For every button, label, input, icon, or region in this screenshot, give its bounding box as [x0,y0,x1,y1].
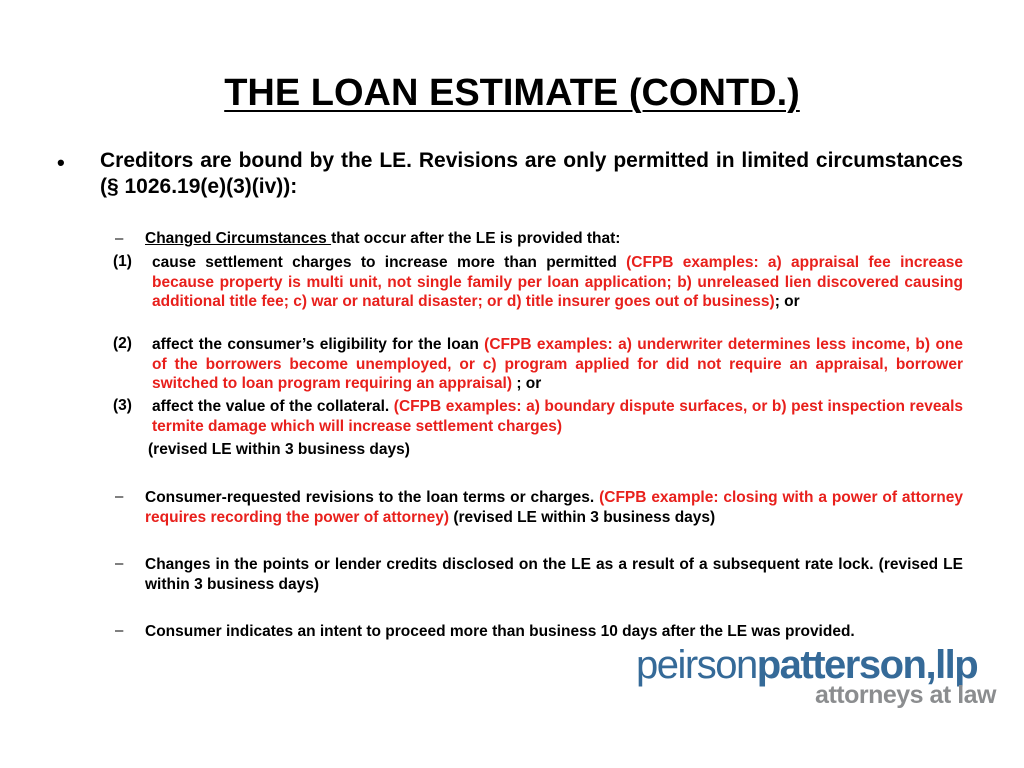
dash-intent-to-proceed: – [115,622,124,639]
slide-title [0,72,1024,115]
item-2-example: (CFPB examples: a) underwriter determines less income, b) one of the borrowers become unemployed, or c) program applied for did not require an appraisal, borrower switched to loan program requiring an appraisal) [152,336,963,392]
logo-part1: peirson [636,643,757,687]
item-3-example: (CFPB examples: a) boundary dispute surfaces, or b) pest inspection reveals termite damage which will increase settlement charges) [152,398,964,435]
consumer-requested-tail: (revised LE within 3 business days) [449,508,716,526]
item-1-text [152,253,963,312]
changed-circumstances-label: Changed Circumstances [145,230,332,247]
consumer-requested-main: Consumer-requested revisions to the loan terms or charges. [145,489,600,506]
item-2-main: affect the consumer’s eligibility for the loan [152,336,485,353]
changed-circumstances-heading [145,229,963,249]
item-1-main: cause settlement charges to increase more than permitted [152,254,627,271]
dash-points-changes: – [115,555,124,572]
logo-tagline: attorneys at law [815,681,996,709]
changed-circumstances-note: (revised LE within 3 business days) [148,441,410,458]
changed-circumstances-rest: that occur after the LE is provided that: [331,230,621,247]
bullet-symbol: • [57,150,65,175]
item-1-tail: ; or [774,293,800,310]
consumer-requested-example: (CFPB example: closing with a power of attorney requires recording the power of attorney) [145,489,963,526]
item-1-example: (CFPB examples: a) appraisal fee increase because property is multi unit, not single family per loan application; b) unreleased lien discovered causing additional title fee; c) war or natural disaster; or d) title insurer goes out of business) [152,254,963,310]
slide-title-text: THE LOAN ESTIMATE (CONTD.) [224,72,800,114]
item-1-number: (1) [113,253,132,270]
firm-logo [636,643,996,713]
item-3-number: (3) [113,397,132,414]
dash-consumer-requested: – [115,488,124,505]
item-2-text [152,335,963,394]
intent-to-proceed-text: Consumer indicates an intent to proceed more than business 10 days after the LE was provided. [145,623,855,640]
consumer-requested-text [145,488,963,527]
logo-part2: patterson,llp [756,643,978,687]
item-2-number: (2) [113,335,132,352]
item-2-tail: ; or [512,375,542,392]
main-bullet-text: Creditors are bound by the LE. Revisions are only permitted in limited circumstances (§ 1026.19(e)(3)(iv)): [100,149,963,198]
item-3-main: affect the value of the collateral. [152,398,394,415]
dash-changed-circumstances: – [115,230,124,247]
points-changes-text: Changes in the points or lender credits disclosed on the LE as a result of a subsequent rate lock. (revised LE within 3 business days) [145,556,963,593]
item-3-text [152,397,963,436]
